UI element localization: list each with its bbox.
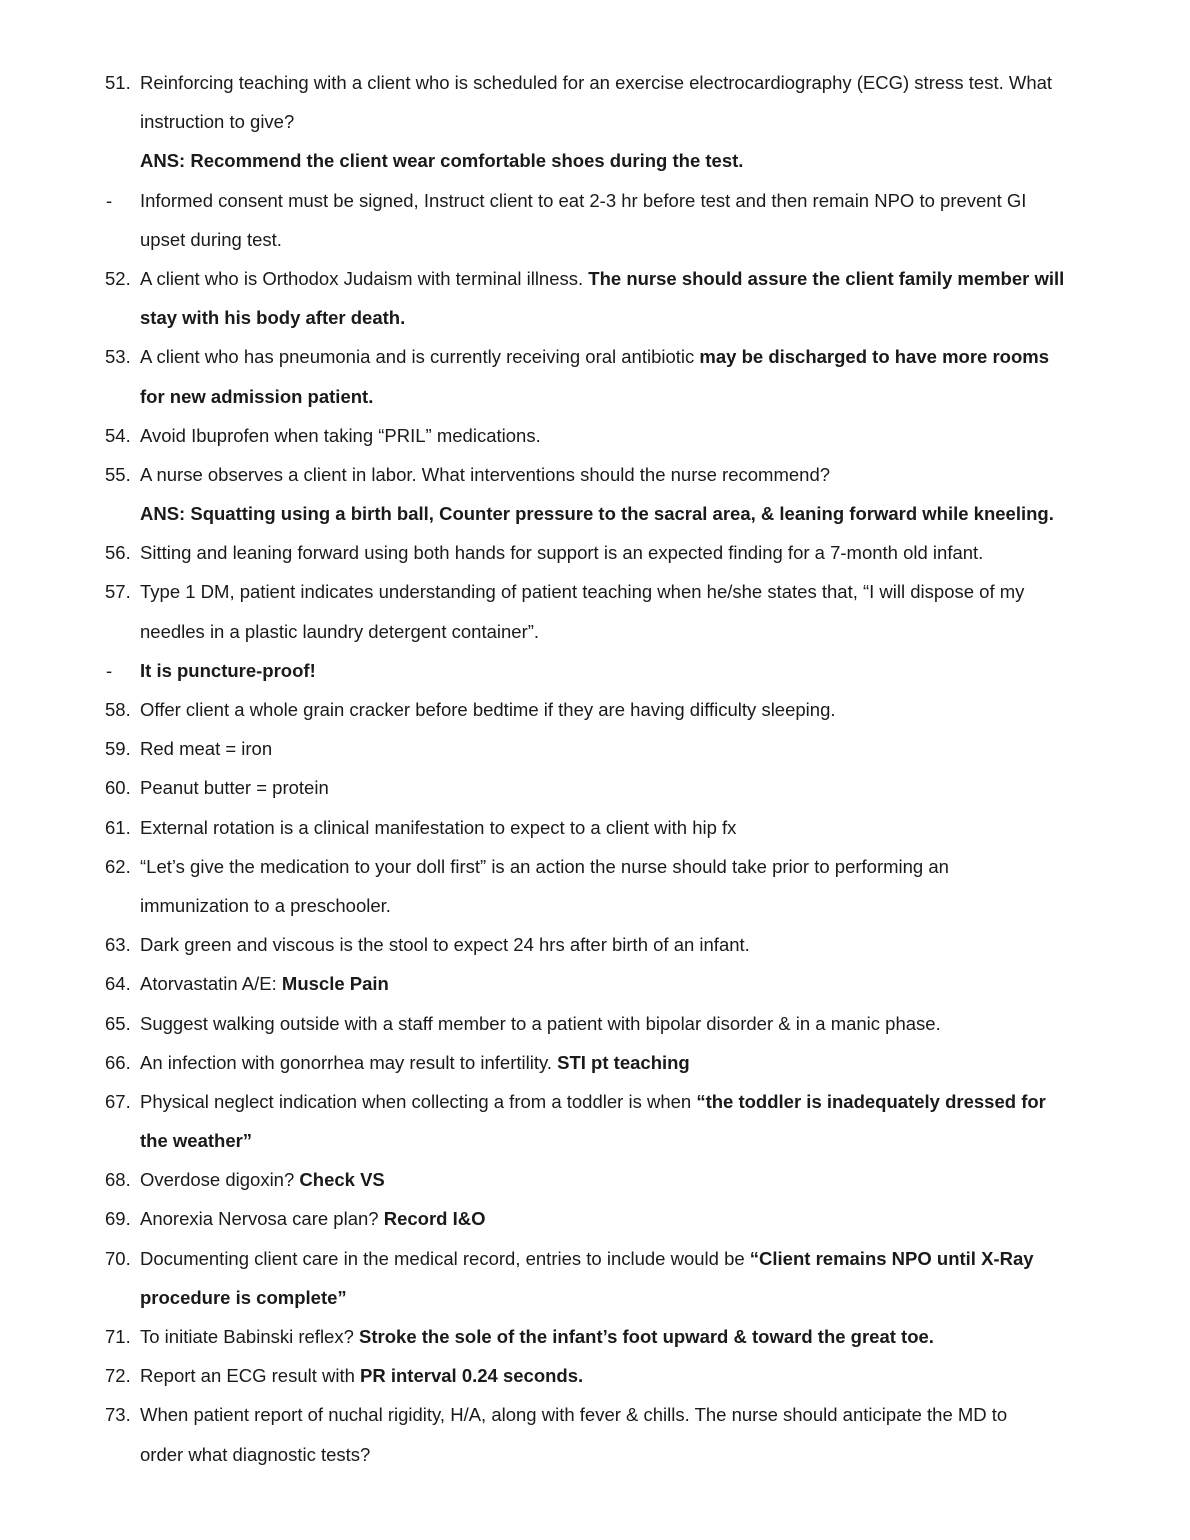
list-item-line — [0, 1278, 1190, 1317]
list-item-line — [0, 1239, 1190, 1278]
list-item-line — [0, 1395, 1190, 1434]
plain-text: instruction to give? — [140, 111, 295, 133]
list-item-line — [0, 729, 1190, 768]
item-number: 57. — [105, 581, 131, 603]
list-item-line — [0, 847, 1190, 886]
list-item-line — [0, 768, 1190, 807]
item-text — [140, 572, 1024, 611]
bold-answer-text: Muscle Pain — [281, 973, 389, 995]
plain-text: To initiate Babinski reflex? — [140, 1326, 360, 1347]
plain-text: Report an ECG result with — [140, 1365, 361, 1387]
item-number: 58. — [105, 699, 131, 720]
item-text — [140, 1160, 385, 1199]
list-item-line — [0, 259, 1190, 298]
plain-text: Anorexia Nervosa care plan? — [140, 1208, 384, 1230]
plain-text: An infection with gonorrhea may result to infertility. — [140, 1051, 558, 1073]
item-number: 73. — [105, 1404, 131, 1426]
item-number: 56. — [105, 542, 131, 564]
item-text — [140, 729, 272, 768]
plain-text: Atorvastatin A/E: — [140, 973, 282, 995]
plain-text: A nurse observes a client in labor. What interventions should the nurse recommend? — [140, 463, 831, 485]
plain-text: External rotation is a clinical manifestation to expect to a client with hip fx — [140, 816, 737, 838]
list-item-line — [0, 220, 1190, 259]
plain-text: Type 1 DM, patient indicates understanding of patient teaching when he/she states that, “I will dispose of my — [140, 581, 1025, 603]
bold-answer-text: “the toddler is inadequately dressed for — [696, 1090, 1046, 1112]
plain-text: Sitting and leaning forward using both hands for support is an expected finding for a 7-month old infant. — [140, 542, 984, 564]
list-item-line — [0, 651, 1190, 690]
item-number: 61. — [105, 816, 131, 838]
list-item-line — [0, 808, 1190, 847]
plain-text: Peanut butter = protein — [140, 777, 329, 799]
item-text — [140, 690, 836, 729]
item-text — [140, 298, 405, 337]
list-item-line — [0, 141, 1190, 180]
item-number: 66. — [105, 1051, 131, 1073]
item-number: 52. — [105, 267, 131, 289]
list-item-line — [0, 1317, 1190, 1356]
item-number: 62. — [105, 855, 131, 877]
list-item-line — [0, 925, 1190, 964]
bold-answer-text: “Client remains NPO until X-Ray — [749, 1247, 1034, 1269]
bold-answer-text: for new admission patient. — [140, 385, 374, 407]
item-number: 64. — [105, 973, 131, 995]
item-text — [140, 259, 1064, 298]
item-number: 59. — [105, 738, 131, 760]
list-item-line — [0, 533, 1190, 572]
list-item-line — [0, 337, 1190, 376]
item-text — [140, 1239, 1034, 1278]
bold-answer-text: The nurse should assure the client family member will — [588, 267, 1065, 289]
item-text — [140, 1004, 941, 1043]
plain-text: Informed consent must be signed, Instruct client to eat 2-3 hr before test and then remain NPO to prevent GI — [140, 189, 1027, 211]
item-text — [140, 925, 750, 964]
item-text — [140, 808, 736, 847]
item-text — [140, 102, 294, 141]
bullet-dash: - — [106, 189, 113, 211]
bold-answer-text: may be discharged to have more rooms — [699, 346, 1049, 368]
bold-answer-text: Check VS — [299, 1169, 385, 1191]
list-item-line — [0, 298, 1190, 337]
plain-text: Documenting client care in the medical record, entries to include would be — [140, 1247, 750, 1269]
plain-text: “Let’s give the medication to your doll first” is an action the nurse should take prior to performing an — [140, 855, 949, 877]
list-item-line — [0, 1199, 1190, 1238]
item-text — [140, 1278, 347, 1317]
list-item-line — [0, 1435, 1190, 1474]
bold-answer-text: Record I&O — [383, 1208, 486, 1230]
plain-text: Offer client a whole grain cracker before bedtime if they are having difficulty sleeping. — [140, 699, 836, 720]
bold-answer-text: stay with his body after death. — [140, 307, 406, 329]
item-number: 63. — [105, 934, 131, 956]
list-item-line — [0, 964, 1190, 1003]
item-text — [140, 533, 983, 572]
item-text — [140, 1356, 583, 1395]
item-number: 69. — [105, 1208, 131, 1230]
item-number: 71. — [105, 1326, 131, 1347]
list-item-line — [0, 1043, 1190, 1082]
list-item-line — [0, 612, 1190, 651]
item-number: 54. — [105, 424, 131, 446]
item-number: 67. — [105, 1090, 131, 1112]
plain-text: immunization to a preschooler. — [140, 894, 391, 916]
item-number: 51. — [105, 72, 131, 93]
bold-answer-text: ANS: Recommend the client wear comfortable shoes during the test. — [140, 150, 744, 172]
list-item-line — [0, 1082, 1190, 1121]
plain-text: Red meat = iron — [140, 738, 273, 760]
item-text — [140, 651, 316, 690]
item-text — [140, 63, 1052, 102]
item-text — [140, 1121, 252, 1160]
bullet-dash: - — [106, 659, 113, 681]
plain-text: Dark green and viscous is the stool to expect 24 hrs after birth of an infant. — [140, 934, 750, 956]
item-text — [140, 847, 949, 886]
bold-answer-text: procedure is complete” — [140, 1286, 347, 1308]
item-text — [140, 181, 1026, 220]
item-text — [140, 1395, 1007, 1434]
item-text — [140, 455, 830, 494]
plain-text: upset during test. — [140, 228, 282, 250]
item-text — [140, 220, 282, 259]
bold-answer-text: the weather” — [140, 1130, 253, 1152]
list-item-line — [0, 455, 1190, 494]
bold-answer-text: ANS: Squatting using a birth ball, Counter pressure to the sacral area, & leaning forward while kneeling. — [140, 503, 1054, 525]
plain-text: A client who is Orthodox Judaism with terminal illness. — [140, 267, 589, 289]
plain-text: Avoid Ibuprofen when taking “PRIL” medications. — [140, 424, 541, 446]
list-item-line — [0, 377, 1190, 416]
list-item-line — [0, 886, 1190, 925]
item-number: 70. — [105, 1247, 131, 1269]
plain-text: needles in a plastic laundry detergent container”. — [140, 620, 540, 642]
plain-text: When patient report of nuchal rigidity, H/A, along with fever & chills. The nurse should anticipate the MD to — [140, 1404, 1008, 1426]
item-text — [140, 886, 391, 925]
bold-answer-text: It is puncture-proof! — [140, 659, 316, 681]
list-item-line — [0, 572, 1190, 611]
list-item-line — [0, 1356, 1190, 1395]
item-text — [140, 1082, 1046, 1121]
item-text — [140, 964, 389, 1003]
plain-text: Reinforcing teaching with a client who is scheduled for an exercise electrocardiography (ECG) stress test. What — [140, 72, 1053, 93]
plain-text: Overdose digoxin? — [140, 1169, 300, 1191]
item-number: 68. — [105, 1169, 131, 1191]
item-text — [140, 416, 541, 455]
bold-answer-text: PR interval 0.24 seconds. — [360, 1365, 584, 1387]
list-item-line — [0, 181, 1190, 220]
item-text — [140, 612, 539, 651]
item-number: 53. — [105, 346, 131, 368]
list-item-line — [0, 102, 1190, 141]
item-text — [140, 494, 1054, 533]
list-item-line — [0, 1121, 1190, 1160]
item-text — [140, 1043, 690, 1082]
bold-answer-text: STI pt teaching — [557, 1051, 690, 1073]
list-item-line — [0, 63, 1190, 102]
plain-text: Suggest walking outside with a staff member to a patient with bipolar disorder & in a manic phase. — [140, 1012, 941, 1034]
item-text — [140, 1435, 370, 1474]
list-item-line — [0, 1004, 1190, 1043]
item-text — [140, 141, 743, 180]
list-item-line — [0, 416, 1190, 455]
bold-answer-text: Stroke the sole of the infant’s foot upward & toward the great toe. — [359, 1326, 934, 1347]
item-text — [140, 337, 1049, 376]
item-text — [140, 768, 329, 807]
item-text — [140, 377, 373, 416]
list-item-line — [0, 690, 1190, 729]
item-number: 55. — [105, 463, 131, 485]
plain-text: order what diagnostic tests? — [140, 1443, 371, 1465]
plain-text: A client who has pneumonia and is currently receiving oral antibiotic — [140, 346, 700, 368]
item-number: 72. — [105, 1365, 131, 1387]
plain-text: Physical neglect indication when collecting a from a toddler is when — [140, 1090, 697, 1112]
list-item-line — [0, 1160, 1190, 1199]
item-number: 60. — [105, 777, 131, 799]
item-text — [140, 1317, 934, 1356]
list-item-line — [0, 494, 1190, 533]
item-text — [140, 1199, 486, 1238]
item-number: 65. — [105, 1012, 131, 1034]
